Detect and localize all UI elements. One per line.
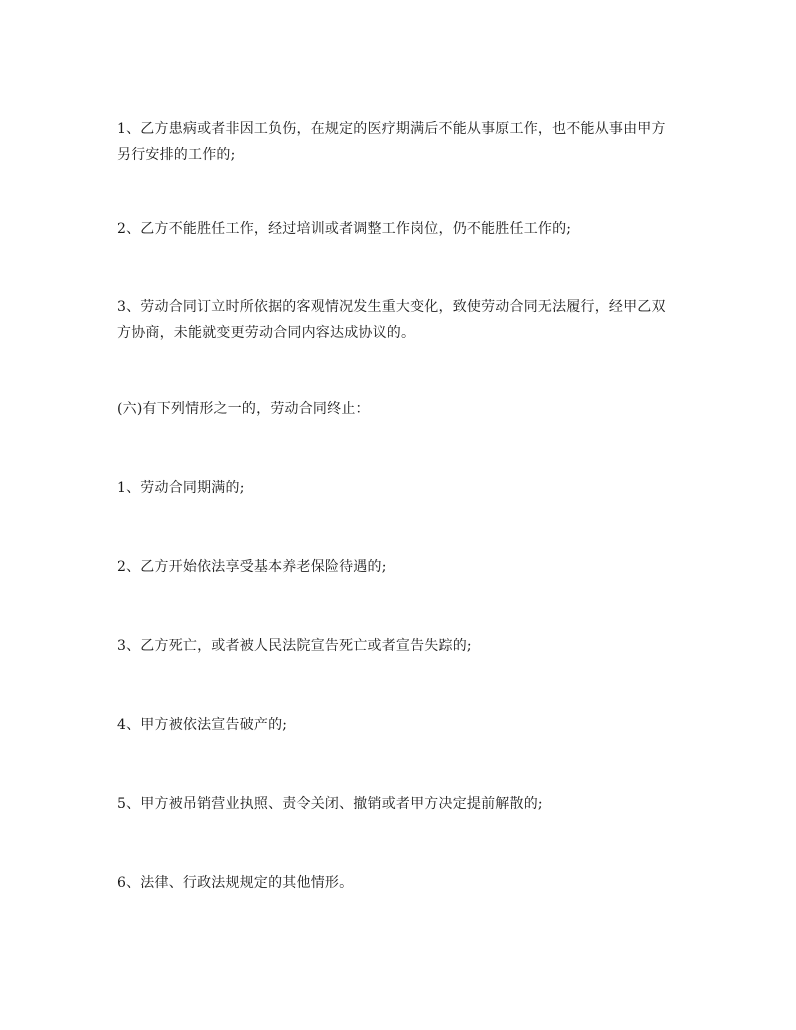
paragraph-9: 5、甲方被吊销营业执照、责令关闭、撤销或者甲方决定提前解散的;: [117, 796, 543, 812]
paragraph-10: 6、法律、行政法规规定的其他情形。: [117, 875, 354, 891]
paragraph-3: 3、劳动合同订立时所依据的客观情况发生重大变化，致使劳动合同无法履行，经甲乙双方协商，未能就变更劳动合同内容达成协议的。: [117, 299, 666, 341]
paragraph-6: 2、乙方开始依法享受基本养老保险待遇的;: [117, 559, 387, 575]
paragraph-5: 1、劳动合同期满的;: [117, 480, 245, 496]
paragraph-2: 2、乙方不能胜任工作，经过培训或者调整工作岗位，仍不能胜任工作的;: [117, 221, 572, 237]
paragraph-1: 1、乙方患病或者非因工负伤，在规定的医疗期满后不能从事原工作，也不能从事由甲方另行安排的工作的;: [117, 121, 666, 163]
paragraph-7: 3、乙方死亡，或者被人民法院宣告死亡或者宣告失踪的;: [117, 638, 472, 654]
paragraph-8: 4、甲方被依法宣告破产的;: [117, 717, 288, 733]
section-heading-6: (六)有下列情形之一的，劳动合同终止：: [117, 401, 370, 417]
